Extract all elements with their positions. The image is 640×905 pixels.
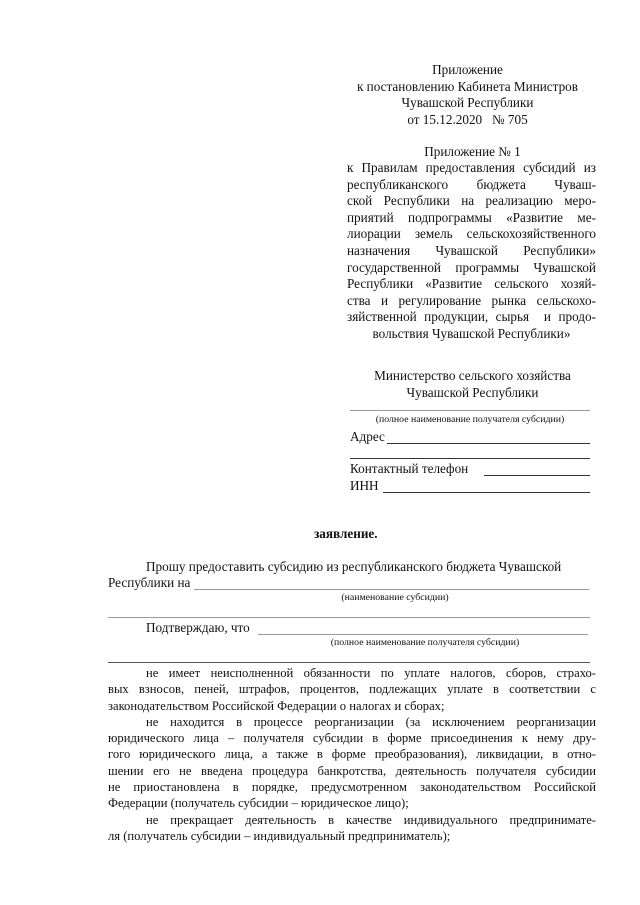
paragraph-line: гого юридического лица, а также в форме преобразования), ликвидации, в отно-: [108, 747, 596, 762]
appendix-body: [347, 160, 596, 343]
ministry-line: Министерство сельского хозяйства: [374, 368, 571, 383]
confirm-prefix: Подтверждаю, что: [146, 620, 250, 635]
ministry-line: Чувашской Республики: [406, 384, 539, 400]
appendix-line: республиканского бюджета Чуваш-: [347, 176, 596, 192]
inn-label: ИНН: [350, 478, 379, 493]
paragraph-line: юридического лица – получателя субсидии в форме присоединения к нему дру-: [108, 731, 596, 746]
confirm-recipient-extra-line: [108, 662, 590, 663]
condition-paragraph: [108, 812, 596, 845]
ministry-name: [345, 368, 600, 401]
header-line: Чувашской Республики: [401, 95, 534, 110]
confirm-recipient-field: [258, 634, 588, 635]
paragraph-line: шении его не введена процедура банкротства, деятельность получателя субсидии: [108, 763, 596, 778]
paragraph-line: законодательством Российской Федерации о налогах и сборах;: [108, 698, 445, 713]
address-label: Адрес: [350, 429, 385, 444]
paragraph-line: не находится в процессе реорганизации (за исключением реорганизации: [146, 714, 596, 729]
address-field: [387, 443, 590, 444]
request-line-1: Прошу предоставить субсидию из республиканского бюджета Чувашской: [146, 559, 562, 574]
phone-field: [484, 475, 590, 476]
appendix-line: ства и регулирование рынка сельскохо-: [347, 292, 596, 308]
paragraph-line: Федерации (получатель субсидии – юридическое лицо);: [108, 796, 409, 811]
condition-paragraph: [108, 714, 596, 812]
recipient-caption: (полное наименование получателя субсидии): [330, 637, 520, 648]
appendix-line: лиорации земель сельскохозяйственного: [347, 226, 596, 242]
condition-paragraph: [108, 665, 596, 714]
recipient-name-line: [350, 410, 590, 411]
appendix-line: Республики «Развитие сельского хозяй-: [347, 276, 596, 292]
conditions-list: [108, 665, 596, 844]
form-title: заявление.: [314, 526, 378, 541]
subsidy-name-extra-line: [108, 617, 590, 618]
request-line-2-prefix: Республики на: [108, 575, 191, 590]
appendix-line: зяйственной продукции, сырья и продо-: [347, 309, 596, 325]
paragraph-line: вых взносов, пеней, штрафов, процентов, подлежащих уплате в соответствии с: [108, 682, 596, 697]
paragraph-line: не имеет неисполненной обязанности по уплате налогов, сборов, страхо-: [146, 666, 596, 680]
header-line: к постановлению Кабинета Министров: [356, 78, 579, 94]
appendix-line: приятий подпрограммы «Развитие ме-: [347, 209, 596, 225]
header-line: Приложение: [432, 62, 503, 77]
paragraph-line: ля (получатель субсидии – индивидуальный предприниматель);: [108, 828, 451, 843]
subsidy-caption: (наименование субсидии): [341, 592, 449, 603]
inn-field: [383, 492, 590, 493]
appendix-line: ской Республики на реализацию меро-: [347, 193, 596, 209]
header-block: [340, 62, 595, 128]
header-line: от 15.12.2020 № 705: [407, 111, 528, 127]
subsidy-name-field: [194, 589, 589, 590]
appendix-line: назначения Чувашской Республики»: [347, 242, 596, 258]
appendix-line: вольствия Чувашской Республики»: [372, 325, 571, 341]
appendix-title: Приложение № 1: [424, 144, 521, 159]
appendix-line: государственной программы Чувашской: [347, 259, 596, 275]
address-extra-line: [350, 458, 590, 459]
paragraph-line: не приостановлена в порядке, предусмотренном законодательством Российской: [108, 780, 596, 795]
phone-label: Контактный телефон: [350, 461, 469, 476]
paragraph-line: не прекращает деятельность в качестве индивидуального предпринимате-: [146, 812, 596, 827]
appendix-line: к Правилам предоставления субсидий из: [347, 160, 596, 175]
recipient-name-caption: (полное наименование получателя субсидии): [375, 414, 565, 425]
